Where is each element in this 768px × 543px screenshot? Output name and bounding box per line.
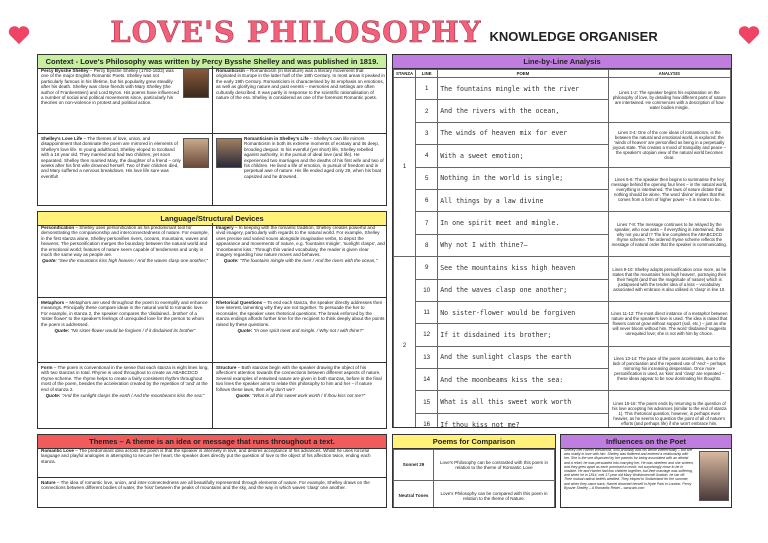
page-title: LOVE'S PHILOSOPHY [110,15,482,49]
romanticism-title: Romanticism [216,68,245,73]
analysis-row [394,212,731,234]
comparison-row: Sonnet 29 Love's Philosophy can be contrasted with this poem in relation to the theme of Romantic Love [394,450,555,481]
device-structure: Structure – Both stanzas begin with the speaker drawing the object of his affection's attention towards the connections between different aspects of nature. Several examples of entwined nature are given in both stanzas, before in the final two lines the speaker aims to relate this philosophy to him and her – if nature follows these laws, then why don't we? Quote: "What is all this sweet work worth / If thou kiss not me?" [216,365,382,399]
line-number: 5 [416,167,438,189]
lovelife-text: – The themes of love, union, and disappointment that dominate the poem are mirrored in elements of Shelley's love life. In young adulthood, Shelley eloped to Scotland with a 16 year old. They married and had two children, yet soon separated. Shelley then married Mary, the daughter of a friend – only weeks after his first wife drowned herself. Two of their children died, and Mary suffered a nervous breakdown. His love life sure was eventful! [41,136,181,179]
line-number: 6 [416,189,438,211]
analysis-heading: Line-by-Line Analysis [393,55,731,69]
love-portrait [183,138,209,168]
shelley-portrait [183,68,209,98]
poem-line: In one spirit meet and mingle. [438,212,608,234]
line-number: 9 [416,257,438,279]
line-number: 12 [416,324,438,346]
page-header [0,4,768,49]
analysis-note: Lines 15-16: The poem ends by returning to the question of his love accepting his advances (similar to the end of stanza 1). This rhetorical question, however, is perhaps even heavier, as he seems to question the point of all of nature's efforts (and perhaps life) if she won't embrace him. [608,391,730,428]
poem-line: All things by a law divine [438,189,608,211]
analysis-note: Lines 3-4: One of the core ideas of romanticism, is the between the natural and emotional world, is explored; the 'winds of heaven' are personified as being in a perpetually joyous state. This creates a mood of tranquility and peace – the speaker's utopian view of the natural world becomes clear. [608,122,730,167]
analysis-note: Lines 7-8: The message continues to be relayed by the speaker, who now asks – if everything in intertwined, than why not you and I? The line completes the ABABCDCD rhyme scheme. The ordered rhyme scheme reflects the message of natural order that the speaker is communicating. [608,212,730,257]
poem-line: Why not I with thine?— [438,234,608,256]
line-number: 10 [416,279,438,301]
influences-heading: Influences on the Poet [561,435,731,449]
theme-nature: Nature – The idea of romantic love, union, and inter-connectedness are all beautifully represented through elements of nature. For example, Shelley draws on the connections between different bodies of water, the 'kiss' between the peaks of mountains and the sky, and the way in which waves 'clasp' one another. [41,480,370,491]
col-stanza: STANZA [394,70,416,78]
romantic-portrait [216,138,242,168]
romlife-text: – Shelley's own life mirrors Romanticism in both its extreme moments of ecstasy and its deep, brooding despair. In his eventful (yet short) life, Shelley rebelled against authority, in the pursuit of ideal love (and life). He experienced two marriages and the deaths of his first wife and two of his children. He lived a life of emotion, in pursuit of freedom and in perpetual awe of nature. His life ended aged only 29, when his boat capsized and he drowned. [244,136,384,179]
stanza-number: 1 [394,78,416,257]
heart-icon [8,24,30,46]
poem-line: And the waves clasp one another; [438,279,608,301]
device-rhetorical: Rhetorical Questions – To end each stanza, the speaker directly addresses their love interest, lamenting why they are not together. To persuade the her to reconsider, the speaker uses rhetorical questions. The break enforced by the stanza endings affords further time for the recipient to think deeply about the points raised by these questions. Quote: "In one spirit meet and mingle. / Why not I with thine?" [216,300,385,334]
analysis-row [394,167,731,189]
poem-line: The winds of heaven mix for ever [438,122,608,144]
col-poem: POEM [438,70,608,78]
themes-section [37,434,387,508]
col-analysis: ANALYSIS [608,70,730,78]
line-number: 15 [416,391,438,413]
line-number: 4 [416,145,438,167]
poem-line: If it disdained its brother; [438,324,608,346]
line-number: 8 [416,234,438,256]
stanza-number: 2 [394,257,416,428]
analysis-note: Lines 9-10: Shelley adopts personification once more, as he states that the mountains 'kiss high heaven', portraying their their height (and thus the magnitude of nature) which is juxtaposed with the tender idea of a kiss – vocabulary associated with embrace is also utilised in 'clasp' in line 10. [608,257,730,302]
devices-heading: Language/Structural Devices [38,212,386,226]
comparison-table [393,449,555,508]
poem-line: See the mountains kiss high heaven [438,257,608,279]
poem-line: What is all this sweet work worth [438,391,608,413]
line-number: 2 [416,100,438,122]
comparison-heading: Poems for Comparison [393,435,555,449]
line-number: 16 [416,413,438,428]
line-number: 7 [416,212,438,234]
heart-icon [738,24,760,46]
analysis-header-row [394,70,731,78]
poem-line: And the rivers with the ocean, [438,100,608,122]
poet-portrait [699,451,729,501]
line-number: 13 [416,346,438,368]
device-form: Form – The poem is conventional in the sense that each stanza is eight lines long, with two stanzas in total. Rhyme is used throughout to create an ABABCDCD rhyme scheme. The rhyme helps to create a fairly consistent rhythm throughout most of the poem, besides the acceleration created by the repetition of 'and' at the end of stanza 2. Quote: "And the sunlight clasps the earth / And the moonbeams kiss the sea:" [41,365,209,399]
poem-line: The fountains mingle with the river [438,78,608,100]
shelley-cell [38,66,212,133]
analysis-row [394,301,731,323]
analysis-note: Lines 11-12: The most direct instance of a metaphor between nature and the speaker's love is used. The idea is raised that flowers cannot grow without support (soil, etc.) – just as she will never bloom without him. The word 'disdained' suggests unrequited love; she is not with him by choice. [608,301,730,346]
line-number: 1 [416,78,438,100]
shelley-title: Percy Bysshe Shelley [41,68,89,73]
analysis-note: Lines 1-2: The speaker begins his explanation on the philosophy of love, by detailing how different parts of nature are intertwined. He commences with a description of how water bodies mingle. [608,78,730,123]
line-number: 14 [416,369,438,391]
poem-line: Nothing in the world is single; [438,167,608,189]
theme-romantic-love: Romantic Love – The predominant idea across the poem is that the speaker is intensely in love, and desires acceptance of his advances. Whilst he uses forceful language and playful analogies in attempting to secure her heart, the speaker does directly put the question of love to the object of his affection twice, ending each stanza. [41,448,371,464]
shelley-text: – Percy Bysshe Shelley (1792-1822) was one of the major English Romantic Poets. Shelley was not particularly famous in his lifetime, but his popularity grew steadily after his death. Shelley was close friends with Mary Shelley (the author of Frankenstein) and Lord Byron. His poems have influenced a number of social and political movements since, particularly his theories on non-violence in protest and political action. [41,68,179,106]
influences-text: Shelley met Harriet Westbrook, who probably was his whole intellectually – but she was madly in love with him. Shelley was flattered and entered a relationship with her. She is the one disproved by her parents for being associated with an atheist and a rebel; he was persuaded into marrying her. He was nineteen and she sixteen, and they grew apart as each promised a revolt; not surprisingly close to be in mistake. He and Harriet had two children together, but their marriage was suffering, and when he in 1814, met 17-year old Mary Wollstonecraft Godwin, he ran off. Their mutual radical beliefs wedded. They eloped to Switzerland for the summer, and when they came back, Harriet drowned herself in Hyde Park in London. Percy Bysshe Shelley – A Romantic Rebel – www.ark.com [564,448,694,490]
comparison-row: Neutral Tones Love's Philosophy can be compared with this poem in relation to the theme of Nature. [394,481,555,509]
comparison-section [392,434,556,508]
analysis-row [394,346,731,368]
context-heading: Context - Love's Philosophy was written by Percy Bysshe Shelley and was published in 1819. [38,55,386,69]
romlife-cell [213,134,387,206]
influences-section [560,434,732,508]
analysis-row [394,391,731,413]
analysis-row [394,122,731,144]
romlife-title: Romanticism in Shelley's Life [244,136,309,141]
page-subtitle: KNOWLEDGE ORGANISER [489,28,658,44]
poem-line: And the sunlight clasps the earth [438,346,608,368]
poem-line: With a sweet emotion; [438,145,608,167]
analysis-section [392,54,732,428]
lovelife-title: Shelley's Love Life [41,136,83,141]
romanticism-text: – Romanticism (in literature) was a literary movement that originated in Europe in the latter half of the 18th Century. In most areas it peaked in the early 19th Century. Romanticism is characterised by its emphasis on emotions, as well as glorifying nature and past events – memories and settings are often culturally described. It was partly in response to the scientific rationalisation of nature of the era. Shelley is considered as one of the foremost Romantic poets. [216,68,385,101]
analysis-table [393,69,731,428]
analysis-note: Lines 5-6: The speaker then begins to summarise the key message behind the opening four lines – in the natural world, everything is intertwined. The laws of nature dictate that nothing should be alone. The word 'divine' implies that this comes from a form of higher power – it is meant to be. [608,167,730,212]
romanticism-cell [213,66,387,133]
line-number: 3 [416,122,438,144]
analysis-row [394,78,731,100]
analysis-note: Lines 13-14: The pace of the poem accelerates, due to the lack of punctuation and the repeated use of 'And' – perhaps mirroring his increasing desperation. Once more personification is used, as 'kiss' and 'clasp' are repeated – these ideas appear to be now dominating his thoughts. [608,346,730,391]
context-section [37,54,387,206]
devices-section [37,211,387,429]
device-imagery: Imagery – In keeping with the romantic tradition, Shelley creates powerful and vivid imagery, particularly with regards to the natural world. For example, Shelley uses precise and varied nouns alongside imaginative verbs, to depict the appearance and movements of nature, e.g. 'fountains mingle', 'sunlight clasps', and 'moonbeams kiss.' Through this varied vocabulary, the reader is given clear imagery regarding how nature moves and behaves. Quote: "The fountains mingle with the river / And the rivers with the ocean," [216,225,385,264]
lovelife-cell [38,134,212,206]
poem-line: No sister-flower would be forgiven [438,301,608,323]
device-metaphors: Metaphors – Metaphors are used throughout the poem to exemplify and enhance meanings. Principally these compare ideas in the natural world to romantic love. For example, in stanza 2, the speaker compares the 'disdained...brother' of a 'sister flower' to the speaker's feelings of unrequited love for the person to whom the poem is addressed. Quote: "No sister-flower would be forgiven / If it disdained its brother" [41,300,208,334]
device-personification: Personification – Shelley uses personification as his predominant tool for demonstrating the companionship and interconnectedness of nature. For example, in the first stanza alone, Shelley personifies rivers, oceans, mountains, waves and heavens. The personification merges the boundary between the natural world and the emotional world; features of nature seem capable of tenderness and unity in much the same way as people are. Quote: "See the mountains kiss high heaven / And the waves clasp one another;" [41,225,209,264]
col-line: LINE [416,70,438,78]
themes-heading: Themes – A theme is an idea or message that runs throughout a text. [38,435,386,449]
poem-line: And the moonbeams kiss the sea: [438,369,608,391]
analysis-row [394,257,731,279]
poem-line: If thou kiss not me? [438,413,608,428]
line-number: 11 [416,301,438,323]
